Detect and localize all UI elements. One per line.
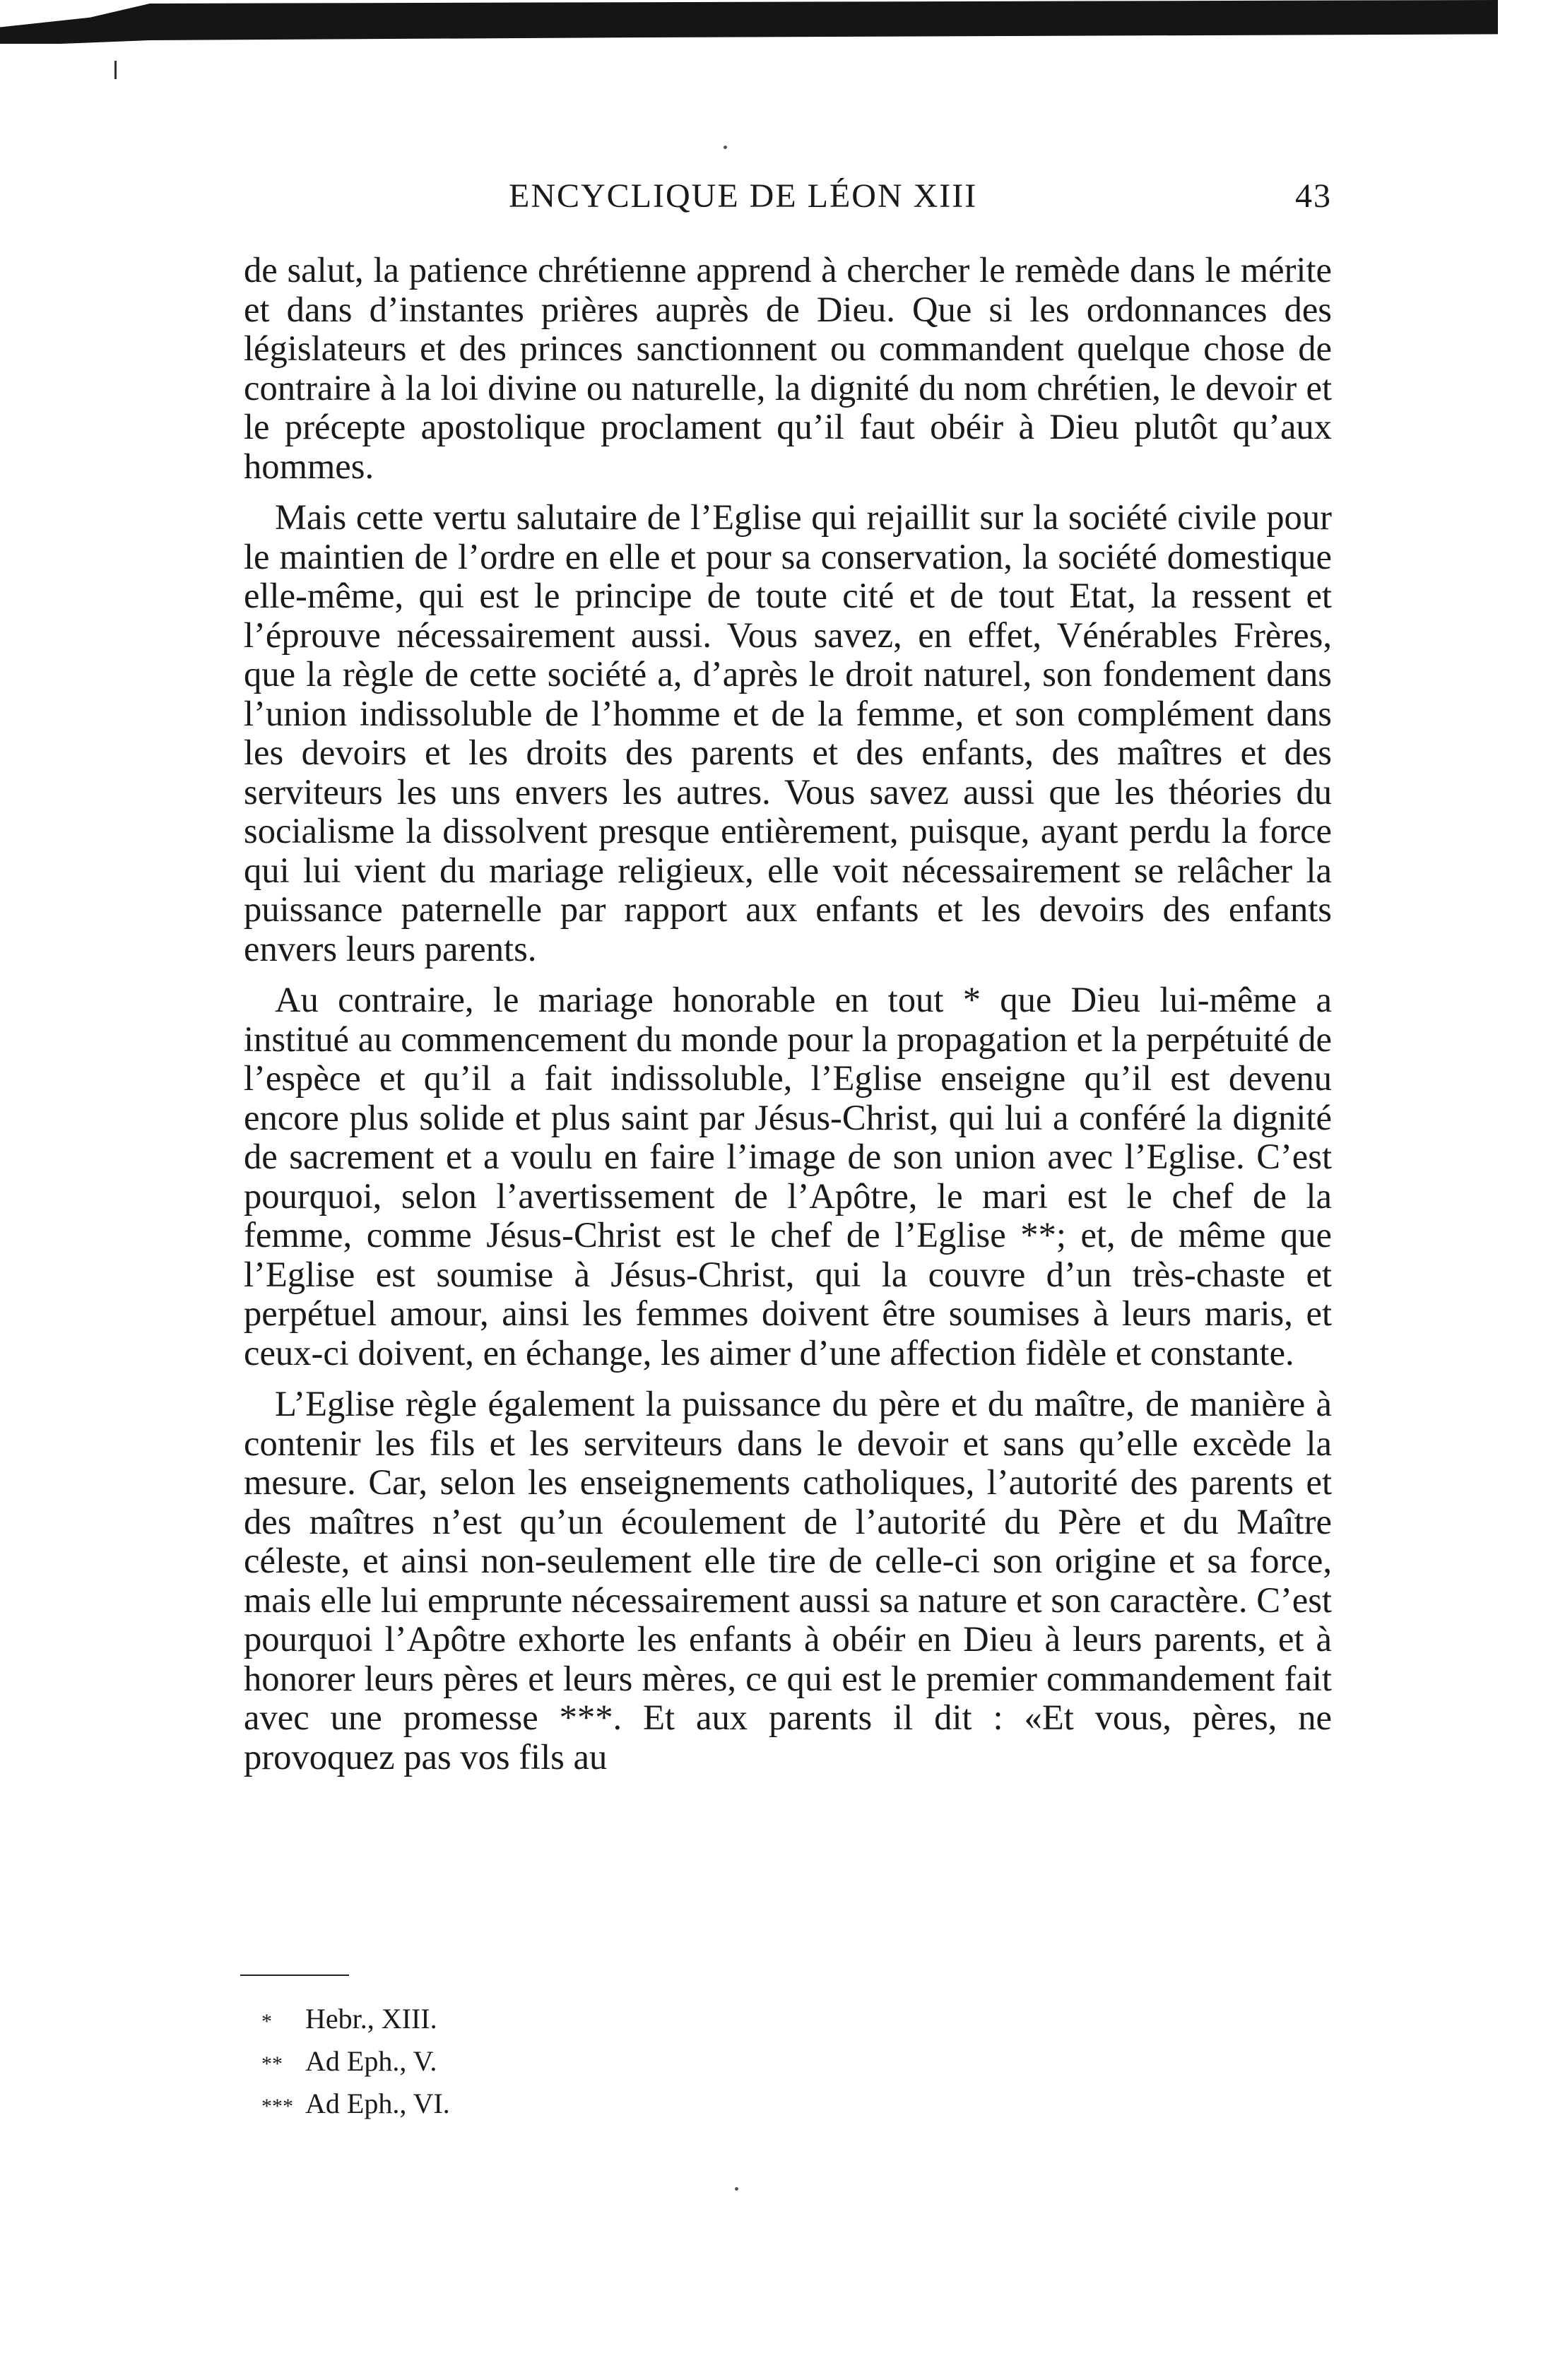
- paragraph: Au contraire, le mariage honorable en tout * que Dieu lui-même a institué au commencement du monde pour la propagation et la perpétuité de l’espèce et qu’il a fait indissoluble, l’Eglise enseigne qu’il est devenu encore plus solide et plus saint par Jésus-Christ, qui lui a conféré la dignité de sacrement et a voulu en faire l’image de son union avec l’Eglise. C’est pourquoi, selon l’avertissement de l’Apôtre, le mari est le chef de la femme, comme Jésus-Christ est le chef de l’Eglise **; et, de même que l’Eglise est soumise à Jésus-Christ, qui la couvre d’un très-chaste et perpétuel amour, ainsi les femmes doivent être soumises à leurs maris, et ceux-ci doivent, en échange, les aimer d’une affection fidèle et constante.: [244, 980, 1332, 1373]
- scan-mark: [114, 61, 117, 79]
- footnote-text: Hebr., XIII.: [305, 2003, 437, 2035]
- scan-speck: [724, 146, 727, 149]
- body-text: [244, 251, 1332, 1789]
- footnote: [261, 2042, 450, 2084]
- footnote-divider: [240, 1975, 349, 1976]
- paragraph: Mais cette vertu salutaire de l’Eglise qui rejaillit sur la société civile pour le maintien de l’ordre en elle et pour sa conservation, la société domestique elle-même, qui est le principe de toute cité et de tout Etat, la ressent et l’éprouve nécessairement aussi. Vous savez, en effet, Vénérables Frères, que la règle de cette société a, d’après le droit naturel, son fondement dans l’union indissoluble de l’homme et de la femme, et son complément dans les devoirs et les droits des parents et des enfants, des maîtres et des serviteurs les uns envers les autres. Vous savez aussi que les théories du socialisme la dissolvent presque entièrement, puisque, ayant perdu la force qui lui vient du mariage religieux, elle voit nécessairement se relâcher la puissance paternelle par rapport aux enfants et les devoirs des enfants envers leurs parents.: [244, 497, 1332, 969]
- paragraph: de salut, la patience chrétienne apprend à chercher le remède dans le mérite et dans d’instantes prières auprès de Dieu. Que si les ordonnances des législateurs et des princes sanctionnent ou commandent quelque chose de contraire à la loi divine ou naturelle, la dignité du nom chrétien, le devoir et le précepte apostolique proclament qu’il faut obéir à Dieu plutôt qu’aux hommes.: [244, 250, 1332, 486]
- page-number: 43: [1295, 177, 1332, 215]
- scan-speck: [735, 2187, 738, 2191]
- running-title: ENCYCLIQUE DE LÉON XIII: [509, 177, 978, 215]
- footnote-text: Ad Eph., VI.: [305, 2088, 450, 2119]
- footnote-marker: *: [261, 2010, 272, 2033]
- footnote-marker: **: [261, 2052, 283, 2076]
- footnote: [261, 1999, 450, 2042]
- running-head: [244, 177, 1332, 226]
- scan-edge-shadow: [0, 0, 1498, 44]
- footnotes: [261, 1999, 450, 2126]
- footnote: [261, 2084, 450, 2126]
- footnote-text: Ad Eph., V.: [305, 2045, 437, 2077]
- paragraph: L’Eglise règle également la puissance du père et du maître, de manière à contenir les fils et les serviteurs dans le devoir et sans qu’elle excède la mesure. Car, selon les enseignements catholiques, l’autorité des parents et des maîtres n’est qu’un écoulement de l’autorité du Père et du Maître céleste, et ainsi non-seulement elle tire de celle-ci son origine et sa force, mais elle lui emprunte nécessairement aussi sa nature et son caractère. C’est pourquoi l’Apôtre exhorte les enfants à obéir en Dieu à leurs parents, et à honorer leurs pères et leurs mères, ce qui est le premier commandement fait avec une promesse ***. Et aux parents il dit : «Et vous, pères, ne provoquez pas vos fils au: [244, 1384, 1332, 1777]
- footnote-marker: ***: [261, 2095, 293, 2118]
